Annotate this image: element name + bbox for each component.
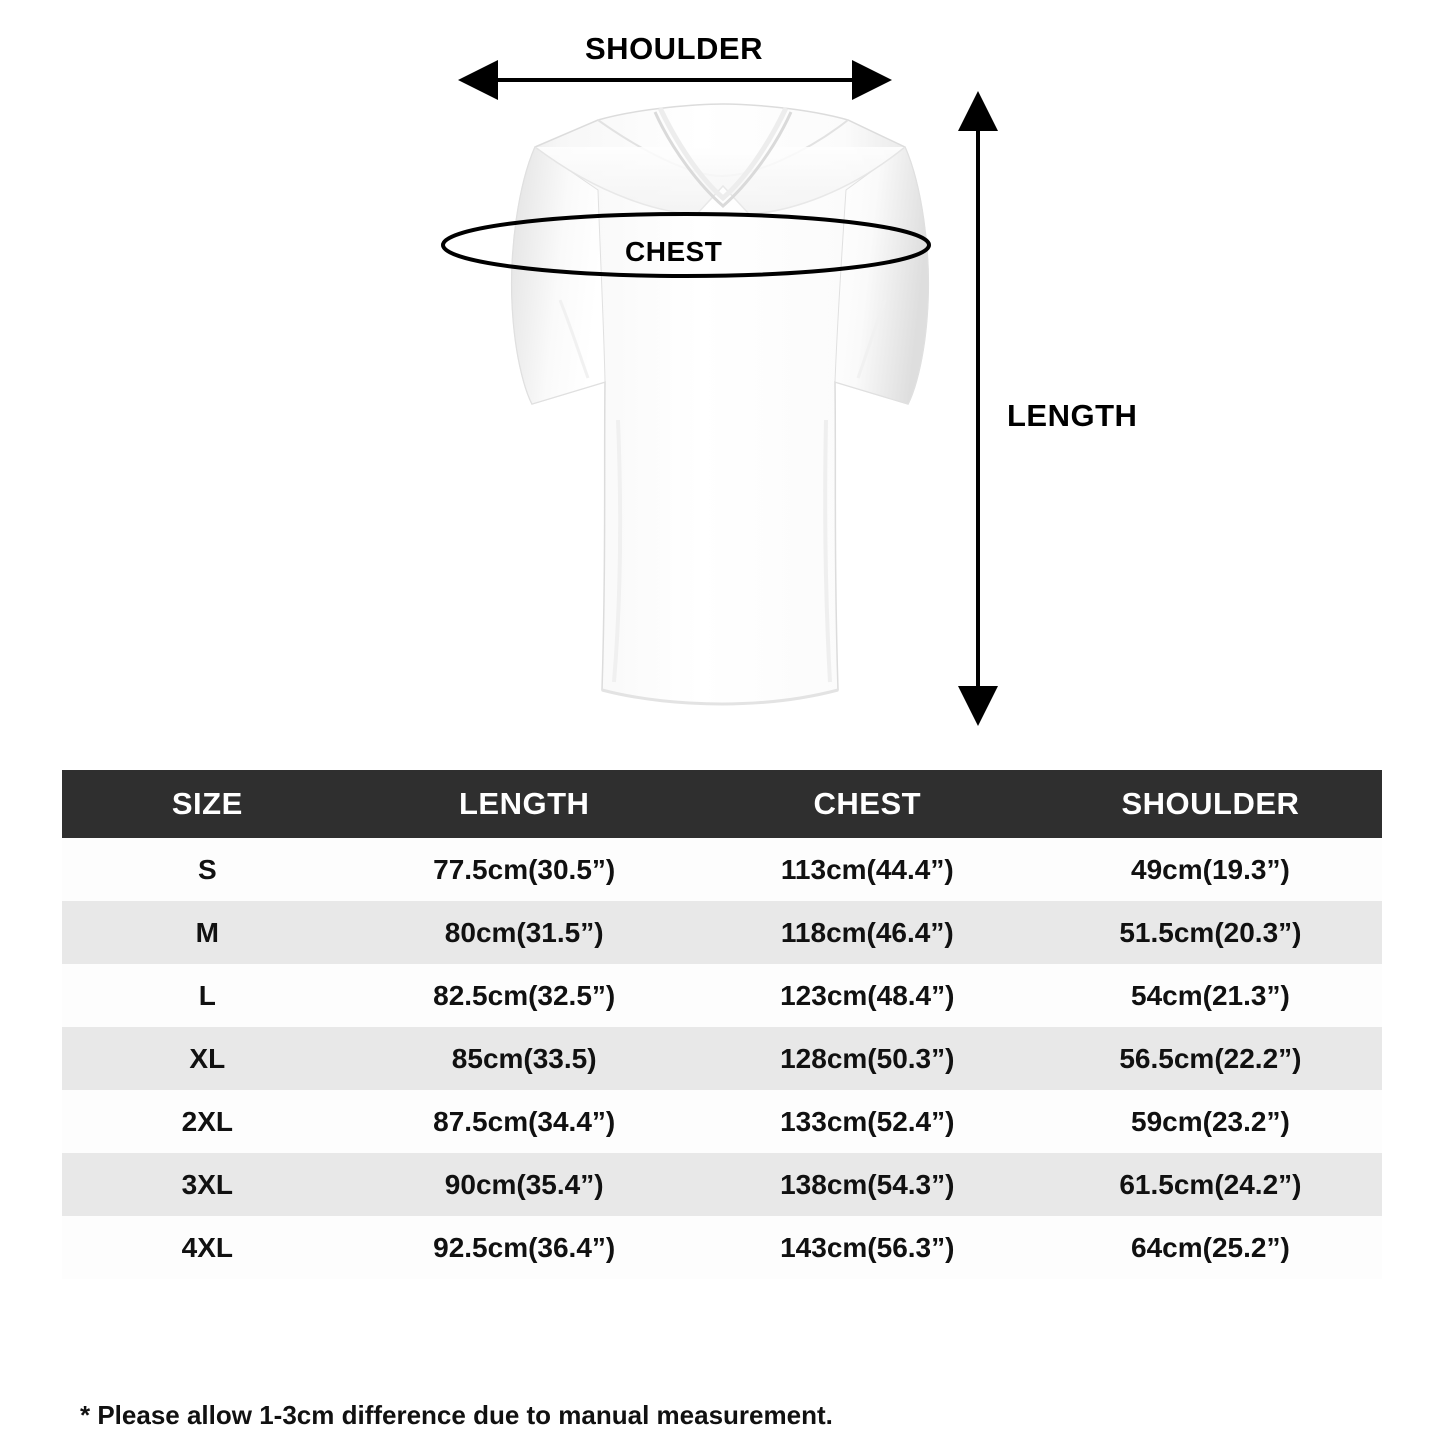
cell-chest: 133cm(52.4”) [780,1105,955,1137]
cell-chest: 113cm(44.4”) [780,853,954,885]
table-row [62,1027,1382,1090]
cell-size: 2XL [181,1105,233,1137]
cell-length: 92.5cm(36.4”) [433,1231,616,1263]
table-header-row [62,770,1382,838]
chest-label: CHEST [625,236,723,267]
cell-length: 90cm(35.4”) [444,1168,604,1200]
table-row [62,901,1382,964]
measurement-footnote: * Please allow 1-3cm difference due to manual measurement. [80,1400,833,1430]
column-header-length: LENGTH [353,770,696,838]
cell-length: 82.5cm(32.5”) [433,979,616,1011]
table-row [62,1153,1382,1216]
column-header-size: SIZE [62,770,353,838]
cell-size: XL [189,1042,226,1074]
cell-size: 4XL [181,1231,233,1263]
cell-length: 80cm(31.5”) [444,916,604,948]
cell-chest: 123cm(48.4”) [780,979,955,1011]
cell-size: 3XL [181,1168,233,1200]
table-row [62,1216,1382,1279]
cell-length: 87.5cm(34.4”) [433,1105,616,1137]
length-label: LENGTH [1007,398,1138,433]
cell-chest: 143cm(56.3”) [780,1231,955,1263]
table-row [62,964,1382,1027]
cell-length: 77.5cm(30.5”) [433,853,616,885]
cell-shoulder: 51.5cm(20.3”) [1119,916,1302,948]
cell-chest: 128cm(50.3”) [780,1042,955,1074]
cell-shoulder: 54cm(21.3”) [1131,979,1290,1011]
table-row [62,838,1382,901]
tshirt-shape [512,104,929,704]
cell-shoulder: 49cm(19.3”) [1131,853,1290,885]
shoulder-label: SHOULDER [585,31,763,66]
cell-length: 85cm(33.5) [451,1042,597,1074]
table-header [62,770,1382,838]
cell-shoulder: 64cm(25.2”) [1131,1231,1290,1263]
table-row [62,1090,1382,1153]
cell-size: S [197,853,217,885]
cell-size: L [198,979,216,1011]
column-header-chest: CHEST [696,770,1039,838]
cell-shoulder: 59cm(23.2”) [1131,1105,1290,1137]
cell-shoulder: 56.5cm(22.2”) [1119,1042,1302,1074]
table-body [62,838,1382,1279]
size-table [62,770,1382,1279]
cell-shoulder: 61.5cm(24.2”) [1119,1168,1302,1200]
column-header-shoulder: SHOULDER [1039,770,1382,838]
cell-size: M [195,916,219,948]
cell-chest: 118cm(46.4”) [780,916,954,948]
cell-chest: 138cm(54.3”) [780,1168,955,1200]
